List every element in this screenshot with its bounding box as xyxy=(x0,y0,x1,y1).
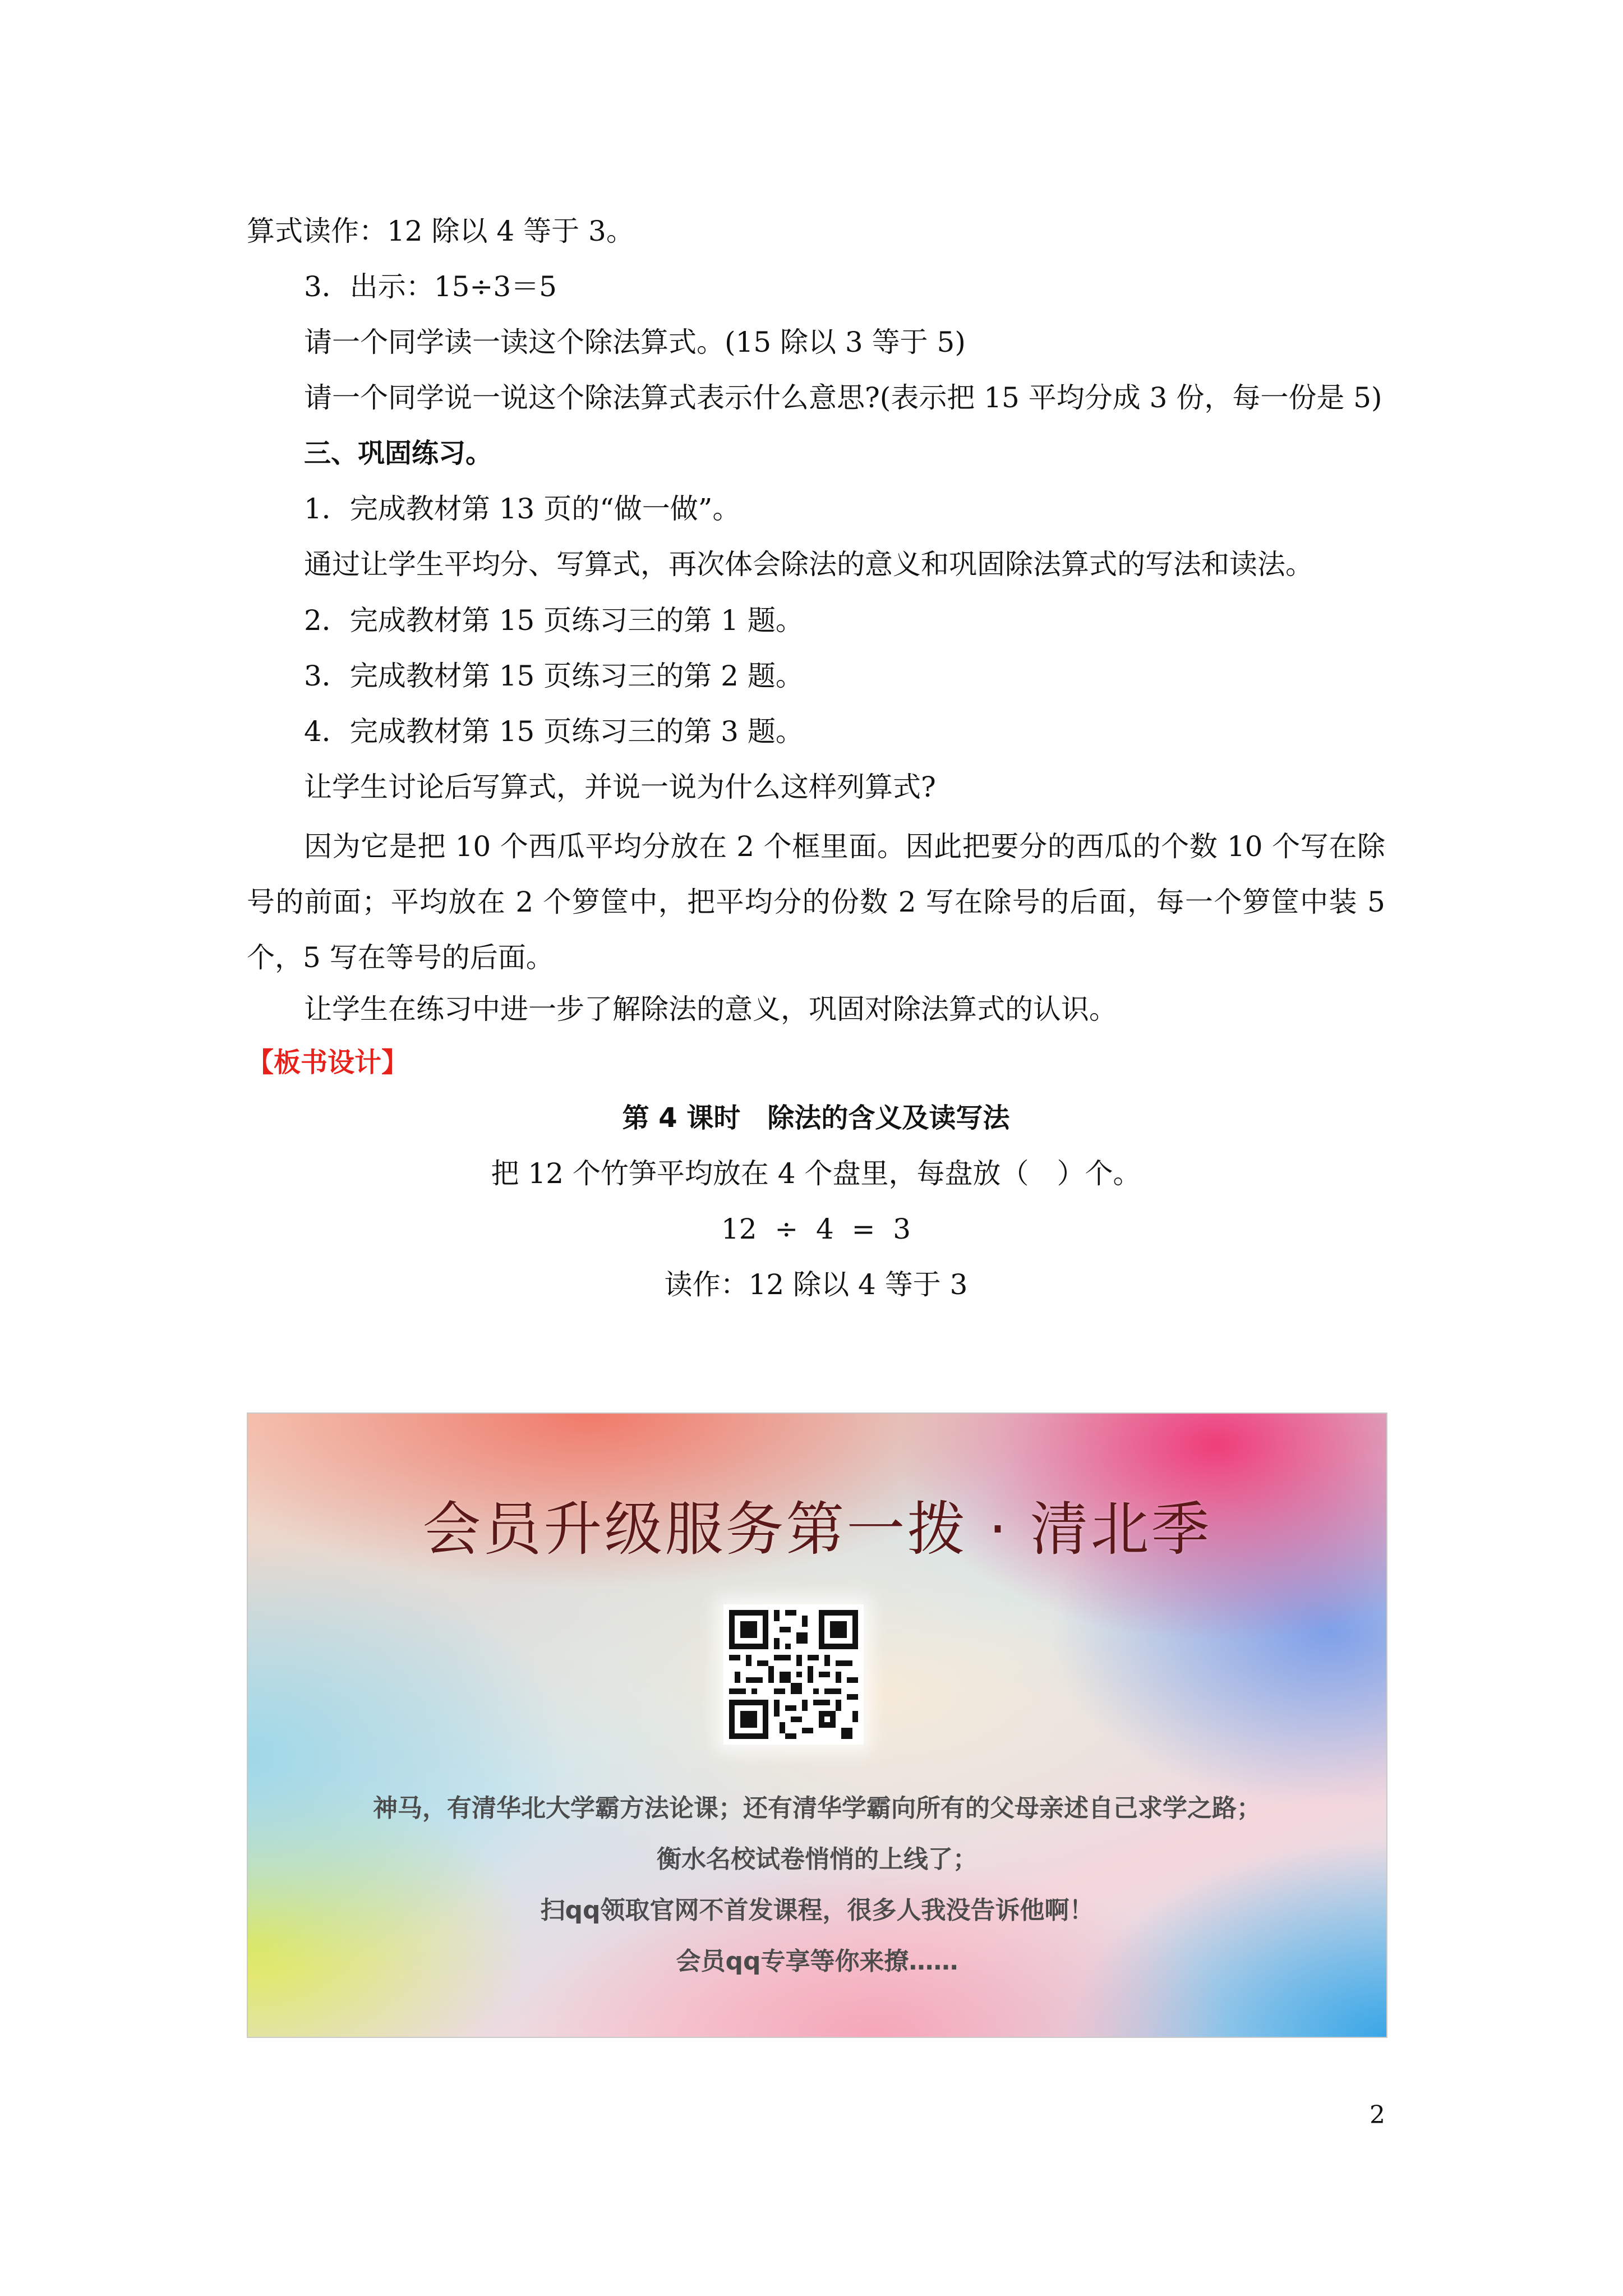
exercise-note: 通过让学生平均分、写算式，再次体会除法的意义和巩固除法算式的写法和读法。 xyxy=(304,548,1313,581)
explanation-paragraph: 因为它是把 10 个西瓜平均分放在 2 个框里面。因此把要分的西瓜的个数 10 个写在除号的前面；平均放在 2 个箩筐中，把平均分的份数 2 写在除号的后面，每一个箩筐中装 5 个，5 写在等号的后面。 xyxy=(247,830,1385,974)
exercise-item: 1．完成教材第 13 页的“做一做”。 xyxy=(304,493,741,525)
banner-text-line: 神马，有清华北大学霸方法论课；还有清华学霸向所有的父母亲述自己求学之路； xyxy=(373,1794,1261,1823)
section-heading: 三、巩固练习。 xyxy=(304,438,493,469)
summary-line: 让学生在练习中进一步了解除法的意义，巩固对除法算式的认识。 xyxy=(304,993,1117,1025)
board-equation: 12 ÷ 4 = 3 xyxy=(721,1213,911,1245)
banner-text-line: 会员qq专享等你来撩…… xyxy=(676,1947,958,1976)
page-number: 2 xyxy=(1370,2101,1385,2129)
banner-text-line: 衡水名校试卷悄悄的上线了； xyxy=(657,1845,978,1874)
board-reading: 读作：12 除以 4 等于 3 xyxy=(664,1268,968,1301)
reading-line: 算式读作：12 除以 4 等于 3。 xyxy=(247,215,634,247)
board-design-heading: 【板书设计】 xyxy=(247,1047,409,1078)
banner-title: 会员升级服务第一拨 · 清北季 xyxy=(422,1495,1212,1563)
qr-code-icon[interactable] xyxy=(723,1604,864,1745)
board-title: 第 4 课时 除法的含义及读写法 xyxy=(622,1102,1010,1134)
instruction-line: 请一个同学读一读这个除法算式。(15 除以 3 等于 5) xyxy=(304,326,966,358)
board-problem: 把 12 个竹笋平均放在 4 个盘里，每盘放（ ）个。 xyxy=(491,1157,1141,1190)
example-line: 3．出示：15÷3＝5 xyxy=(304,270,557,303)
exercise-note: 让学生讨论后写算式，并说一说为什么这样列算式? xyxy=(304,771,936,803)
exercise-item: 2．完成教材第 15 页练习三的第 1 题。 xyxy=(304,604,804,637)
promo-banner[interactable] xyxy=(247,1412,1387,2038)
banner-text-line: 扫qq领取官网不首发课程，很多人我没告诉他啊！ xyxy=(540,1896,1094,1925)
exercise-item: 4．完成教材第 15 页练习三的第 3 题。 xyxy=(304,715,804,748)
instruction-line: 请一个同学说一说这个除法算式表示什么意思?(表示把 15 平均分成 3 份，每一份是 5) xyxy=(304,381,1382,414)
exercise-item: 3．完成教材第 15 页练习三的第 2 题。 xyxy=(304,660,804,692)
